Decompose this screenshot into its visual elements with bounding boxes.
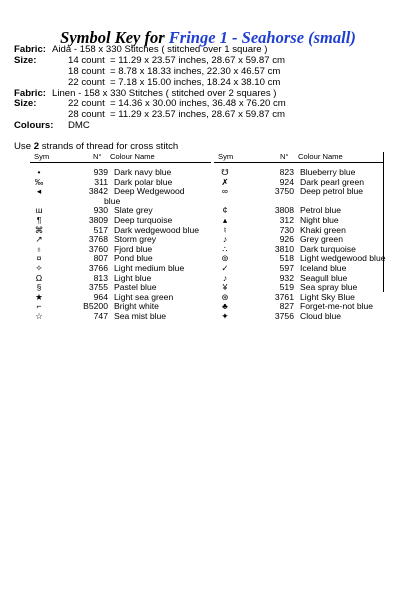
- colour-name: Pastel blue: [114, 282, 157, 293]
- symbol-glyph: ☋: [221, 167, 229, 177]
- table-row: [218, 186, 383, 205]
- colour-name: Bright white: [114, 301, 159, 312]
- dmc-number: 932: [279, 272, 294, 283]
- table-row: [32, 311, 212, 321]
- table-row: [218, 311, 383, 321]
- table-row: [32, 273, 212, 283]
- table-row: [218, 273, 383, 283]
- table-row: [32, 225, 212, 235]
- colour-name-continued: blue: [104, 195, 121, 206]
- title-prefix: Symbol Key for: [60, 28, 165, 47]
- dmc-number: 312: [279, 214, 294, 225]
- dmc-number: 807: [93, 253, 108, 264]
- right-table-border: [383, 152, 384, 292]
- size-count: 14 count: [68, 54, 105, 66]
- dmc-number: 3761: [274, 291, 294, 302]
- dmc-number: 3755: [88, 282, 108, 293]
- table-row: [218, 234, 383, 244]
- thread-instruction: [14, 141, 178, 152]
- symbol-glyph: ☆: [35, 310, 43, 321]
- symbol-glyph: ★: [35, 291, 43, 302]
- symbol-glyph: ♁: [35, 243, 43, 254]
- colour-name: Dark pearl green: [300, 176, 365, 187]
- colour-name: Blueberry blue: [300, 167, 356, 177]
- table-row: [218, 167, 383, 177]
- size-label: Size:: [14, 98, 37, 110]
- size-label: Size:: [14, 54, 37, 66]
- size-count: 28 count: [68, 109, 105, 121]
- table-row: [32, 253, 212, 263]
- symbol-glyph: ✧: [35, 262, 43, 273]
- strand-count: 2: [33, 141, 40, 152]
- right-header-rule: [214, 162, 384, 163]
- right-symbol-table: [218, 167, 386, 321]
- colour-name: Dark turquoise: [300, 243, 356, 254]
- table-row: [32, 263, 212, 273]
- colour-name: Dark navy blue: [114, 167, 172, 177]
- symbol-glyph: ✓: [221, 262, 229, 273]
- colour-name: Cloud blue: [300, 310, 342, 321]
- colour-name: Light wedgewood blue: [300, 253, 386, 264]
- symbol-glyph: ▴: [222, 214, 228, 225]
- colour-name: Iceland blue: [300, 262, 347, 273]
- symbol-glyph: ↗: [35, 234, 43, 245]
- dmc-number: 3810: [274, 243, 294, 254]
- colour-name: Sea spray blue: [300, 282, 358, 293]
- table-row: [218, 215, 383, 225]
- symbol-glyph: ∴: [222, 243, 228, 254]
- size-count: 18 count: [68, 65, 105, 77]
- colour-name: Seagull blue: [300, 272, 348, 283]
- symbol-glyph: §: [36, 282, 42, 293]
- dmc-number: 3768: [88, 234, 108, 245]
- symbol-glyph: ‰: [34, 176, 44, 187]
- symbol-glyph: •: [37, 167, 41, 177]
- dmc-number: 926: [279, 234, 294, 245]
- table-row: [32, 215, 212, 225]
- size-count: 22 count: [68, 98, 105, 110]
- colour-name: Petrol blue: [300, 205, 342, 216]
- size-dimensions: = 11.29 x 23.57 inches, 28.67 x 59.87 cm: [110, 54, 286, 66]
- symbol-glyph: ♮: [223, 224, 227, 235]
- symbol-glyph: ♪: [222, 272, 228, 283]
- size-dimensions: = 7.18 x 15.00 inches, 18.24 x 38.10 cm: [110, 76, 281, 88]
- colour-name: Deep turquoise: [114, 214, 173, 225]
- colour-name: Khaki green: [300, 224, 346, 235]
- symbol-glyph: ⊛: [221, 291, 229, 302]
- colour-name: Light medium blue: [114, 262, 185, 273]
- dmc-number: 519: [279, 282, 294, 293]
- table-row: [218, 301, 383, 311]
- table-row: [32, 186, 212, 205]
- colour-name: Deep petrol blue: [300, 186, 364, 197]
- colours-label: Colours:: [14, 120, 54, 132]
- colours-value: DMC: [68, 120, 90, 132]
- table-row: [218, 244, 383, 254]
- fabric-value: Aida - 158 x 330 Stitches ( stitched over 1 square ): [52, 44, 268, 55]
- colour-name: Pond blue: [114, 253, 153, 264]
- colour-name: Sea mist blue: [114, 310, 167, 321]
- symbol-glyph: ♪: [222, 234, 228, 245]
- dmc-number: 3766: [88, 262, 108, 273]
- size-dimensions: = 11.29 x 23.57 inches, 28.67 x 59.87 cm: [110, 109, 286, 121]
- colour-name: Dark wedgewood blue: [114, 224, 200, 235]
- table-row: [218, 282, 383, 292]
- symbol-glyph: ◂: [36, 186, 42, 197]
- table-row: [32, 244, 212, 254]
- symbol-glyph: ⊚: [221, 253, 229, 264]
- dmc-number: 747: [93, 310, 108, 321]
- fabric-value: Linen - 158 x 330 Stitches ( stitched over 2 squares ): [52, 87, 277, 99]
- thread-instruction-before: Use: [14, 141, 34, 152]
- colour-name: Slate grey: [114, 205, 153, 216]
- dmc-number: 964: [93, 291, 108, 302]
- table-row: [32, 177, 212, 187]
- left-header-rule: [30, 162, 211, 163]
- symbol-glyph: ɯ: [35, 205, 43, 216]
- colour-name: Light Sky Blue: [300, 291, 355, 302]
- header-number: N°: [93, 152, 102, 161]
- header-sym: Sym: [218, 152, 234, 161]
- colour-name: Grey green: [300, 234, 343, 245]
- table-row: [218, 205, 383, 215]
- symbol-glyph: ¶: [36, 214, 42, 225]
- dmc-number: 939: [93, 167, 108, 177]
- colour-name: Deep Wedgewood: [114, 186, 185, 197]
- symbol-glyph: ¥: [222, 282, 228, 293]
- header-sym: Sym: [34, 152, 50, 161]
- symbol-glyph: ✦: [221, 310, 229, 321]
- dmc-number: 813: [93, 272, 108, 283]
- table-row: [218, 292, 383, 302]
- dmc-number: 3750: [274, 186, 294, 197]
- size-count: 22 count: [68, 76, 105, 88]
- table-row: [218, 225, 383, 235]
- dmc-number: B5200: [83, 301, 108, 312]
- dmc-number: 3756: [274, 310, 294, 321]
- colour-name: Light sea green: [114, 291, 174, 302]
- colour-name: Storm grey: [114, 234, 157, 245]
- symbol-glyph: ⌐: [36, 301, 42, 312]
- symbol-glyph: ✗: [221, 176, 229, 187]
- symbol-glyph: ¢: [222, 205, 228, 216]
- size-dimensions: = 8.78 x 18.33 inches, 22.30 x 46.57 cm: [110, 65, 281, 77]
- header-colour-name: Colour Name: [298, 152, 343, 161]
- table-row: [218, 253, 386, 264]
- dmc-number: 930: [93, 205, 108, 216]
- dmc-number: 3842: [88, 186, 108, 197]
- colour-name: Night blue: [300, 214, 339, 225]
- dmc-number: 3809: [88, 214, 108, 225]
- symbol-glyph: ¤: [36, 253, 42, 264]
- colour-name: Dark polar blue: [114, 176, 173, 187]
- dmc-number: 730: [279, 224, 294, 235]
- fabric-label: Fabric:: [14, 87, 46, 99]
- dmc-number: 3808: [274, 205, 294, 216]
- thread-instruction-after: strands of thread for cross stitch: [39, 141, 179, 152]
- header-number: N°: [280, 152, 289, 161]
- dmc-number: 311: [94, 176, 108, 187]
- table-row: [32, 234, 212, 244]
- size-dimensions: = 14.36 x 30.00 inches, 36.48 x 76.20 cm: [110, 98, 286, 110]
- dmc-number: 823: [279, 167, 294, 177]
- dmc-number: 924: [279, 176, 294, 187]
- table-row: [32, 282, 212, 292]
- symbol-glyph: ♣: [222, 301, 228, 312]
- dmc-number: 597: [279, 262, 294, 273]
- table-row: [218, 177, 383, 187]
- title-design: Fringe 1 - Seahorse (small): [168, 28, 356, 47]
- dmc-number: 3760: [88, 243, 108, 254]
- symbol-glyph: ∞: [221, 186, 229, 197]
- table-row: [32, 205, 212, 215]
- table-row: [32, 167, 212, 177]
- colour-name: Fjord blue: [114, 243, 153, 254]
- fabric-label: Fabric:: [14, 44, 46, 55]
- table-row: [32, 292, 212, 302]
- dmc-number: 518: [279, 253, 294, 264]
- table-row: [218, 263, 383, 273]
- symbol-glyph: ⌘: [34, 224, 44, 235]
- table-row: [32, 301, 212, 311]
- header-colour-name: Colour Name: [110, 152, 155, 161]
- dmc-number: 827: [279, 301, 294, 312]
- dmc-number: 517: [93, 224, 108, 235]
- colour-name: Forget-me-not blue: [300, 301, 374, 312]
- left-symbol-table: [32, 167, 212, 321]
- symbol-glyph: Ω: [35, 272, 43, 283]
- colour-name: Light blue: [114, 272, 152, 283]
